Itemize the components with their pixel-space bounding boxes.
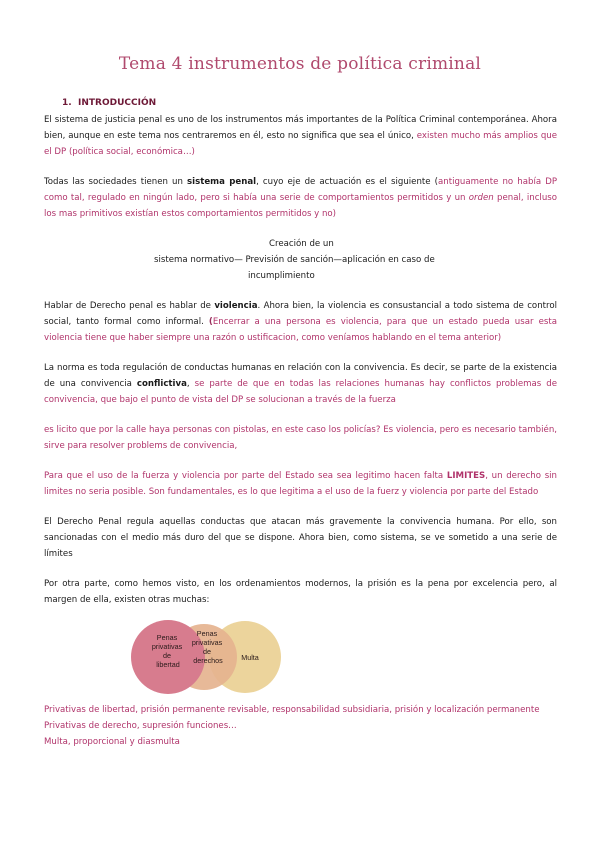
bold-term: conflictiva [136,379,187,390]
scheme-line-3: incumplimiento [248,271,315,281]
paragraph-norma [44,360,557,409]
paragraph-limites [44,468,557,500]
paren: ( [208,317,213,328]
text: . Ahora bien, la violencia es consustancial a todo sistema de control social, tanto formal como informal. [44,301,557,328]
paragraph-pistolas: es licito que por la calle haya personas con pistolas, en este caso los policías? Es violencia, pero es necesario también, sirve para resolver problems de convivencia, [44,425,557,452]
paragraph-intro [44,112,557,161]
text: Para que el uso de la fuerza y violencia por parte del Estado sea sea legitimo hacen falta [44,471,447,481]
paragraph-prision: Por otra parte, como hemos visto, en los ordenamientos modernos, la prisión es la pena por excelencia pero, al margen de ella, existen otras muchas: [44,579,557,606]
scheme-line-2: sistema normativo— Previsión de sanción—aplicación en caso de [154,255,435,265]
section-number: 1. [62,98,72,108]
text: , un derecho sin limites no seria posible. Son fundamentales, es lo que legitima a el uso de la fuerz y violencia por parte del Estado [44,471,558,498]
bold-term: sistema penal [187,177,257,187]
note: se parte de que en todas las relaciones humanas hay conflictos problemas de convivencia, que bajo el punto de vista del DP se solucionan a través de la fuerza [44,379,557,406]
list-item: Privativas de derecho, supresión funciones… [44,721,237,732]
section-title: INTRODUCCIÓN [78,98,157,108]
text: Hablar de Derecho penal es hablar de [44,301,215,311]
circle-multa-label: Multa [241,653,259,662]
note: penal, incluso los mas primitivos existían estos comportamientos permitidos y no) [44,193,557,220]
bold-term: LIMITES [446,471,486,481]
note: antiguamente no había DP como tal, regulado en ningún lado, pero si había una serie de comportamientos permitidos y un [44,177,557,204]
list-item: Multa, proporcional y diasmulta [44,737,180,748]
penas-venn-diagram [120,618,290,696]
list-item: Privativas de libertad, prisión permanente revisable, responsabilidad subsidiaria, prisión y localización permanente [44,705,540,715]
penas-list [44,702,540,751]
paragraph-sistema-penal [44,174,557,223]
section-heading [62,98,156,108]
bold-term: violencia [214,301,258,311]
text: La norma es toda regulación de conductas humanas en relación con la convivencia. Es decir, se parte de la existencia de una convivencia [44,363,557,390]
text: , cuyo eje de actuación es el siguiente ( [256,177,438,187]
text: Todas las sociedades tienen un [44,177,188,187]
text: , [186,379,195,390]
paragraph-derecho-penal: El Derecho Penal regula aquellas conductas que atacan más gravemente la convivencia humana. Por ello, son sancionadas con el medio más duro del que se dispone. Ahora bien, como sistema, se ve sometido a una serie de límites [44,517,557,560]
paragraph-intro-note: existen mucho más amplios que el DP (política social, económica…) [44,131,558,158]
paragraph-violencia [44,298,557,347]
paragraph-intro-text: El sistema de justicia penal es uno de los instrumentos más importantes de la Política Criminal contemporánea. Ahora bien, aunque en este tema nos centraremos en él, esto no significa que sea el único, [44,115,557,142]
note: Encerrar a una persona es violencia, para que un estado pueda usar esta violencia tiene que haber siempre una razón o ustificacion, como veníamos hablando en el tema anterior) [44,317,557,344]
page-title: Tema 4 instrumentos de política criminal [118,54,482,74]
italic-term: orden [468,193,494,204]
circle-penas-derechos-label: Penas privativas de derechos [191,629,223,665]
scheme-line-1: Creación de un [269,239,334,249]
circle-penas-libertad-label: Penas privativas de libertad [151,633,183,669]
